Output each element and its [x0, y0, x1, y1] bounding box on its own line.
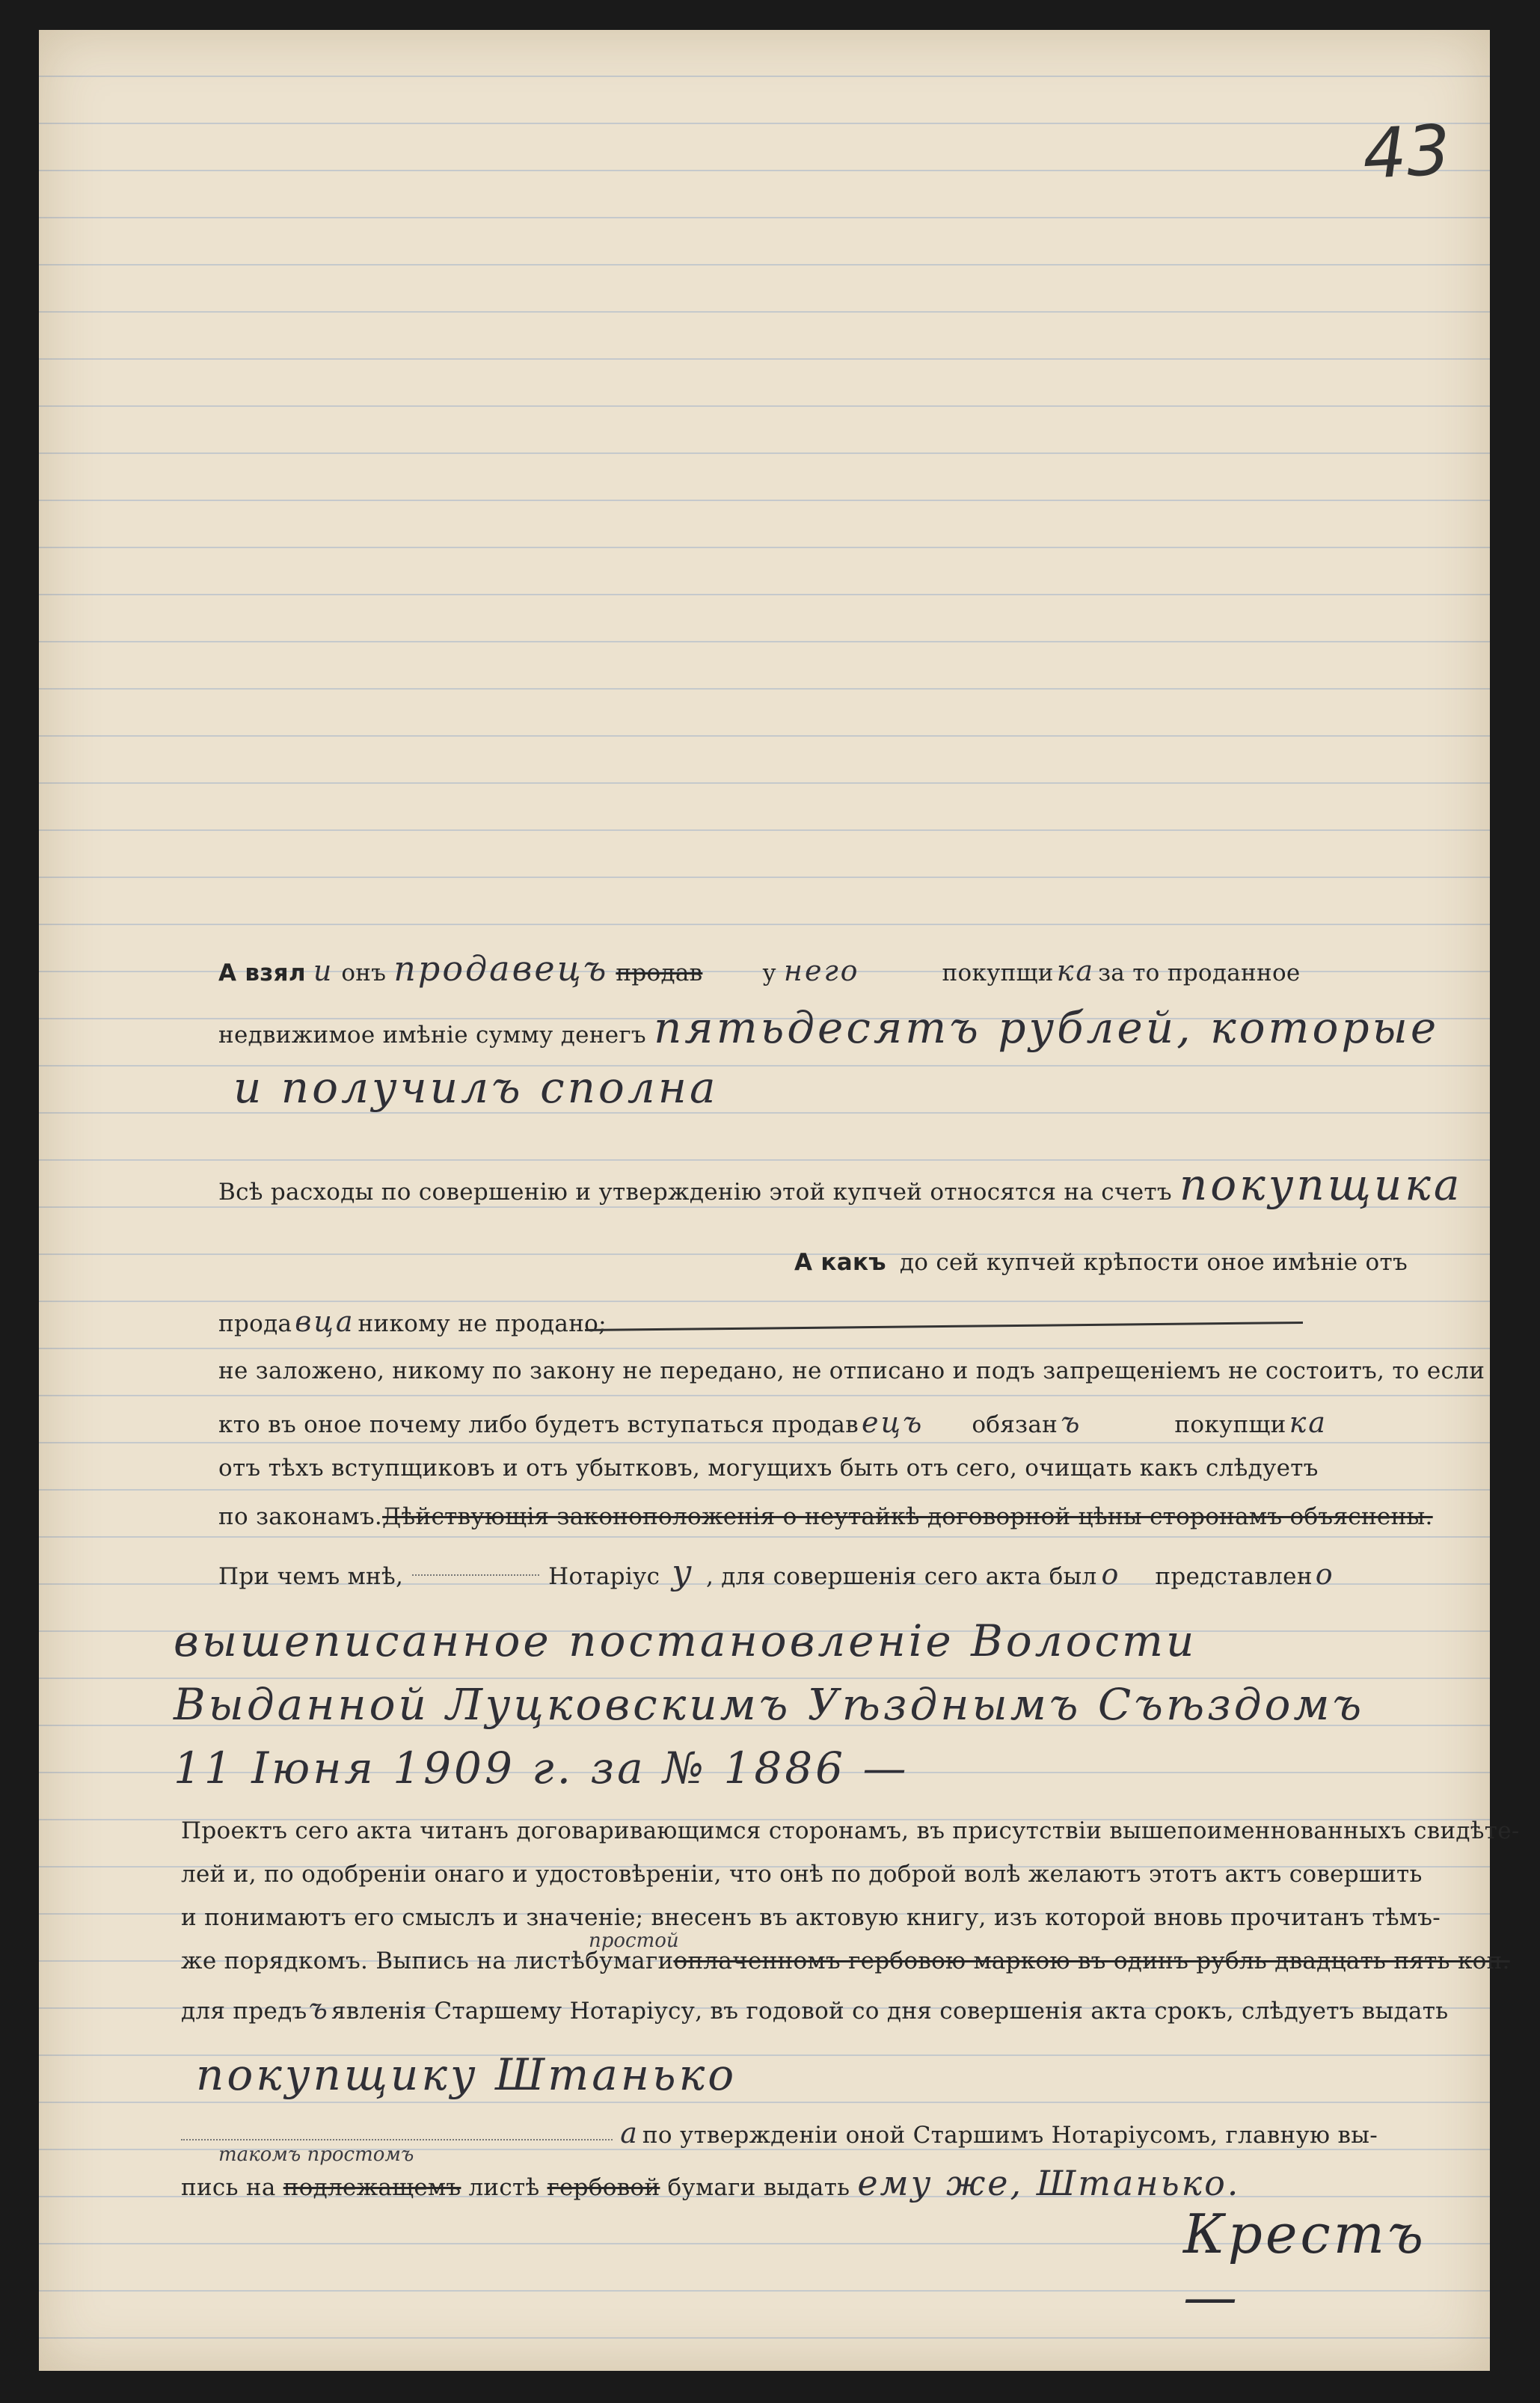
printed-text: Нотаріус — [548, 1563, 660, 1590]
signature-cross: Крестъ — — [1183, 2203, 1427, 2328]
handwritten-document-name: вышеписанное постановленіе Волости — [174, 1615, 1197, 1666]
text-line-10 — [218, 1503, 1433, 1548]
text-line-20 — [188, 2049, 1385, 2100]
printed-text: явленія Старшему Нотаріусу, въ годовой со дня совершенія акта срокъ, слѣдуетъ выдать — [331, 1998, 1449, 2025]
printed-text: никому не продано; — [358, 1310, 607, 1337]
handwritten-issuer: Выданной Луцковскимъ Уѣзднымъ Съѣздомъ — [174, 1679, 1365, 1730]
handwritten-insert: о — [1101, 1558, 1121, 1591]
printed-text: онъ — [341, 960, 387, 986]
handwritten-insert: о — [1315, 1558, 1335, 1591]
page-number: 43 — [1360, 110, 1452, 194]
handwritten-recipient-final: ему же, Штанько. — [857, 2163, 1241, 2203]
printed-text: же порядкомъ. Выпись на листѣ — [181, 1948, 586, 1974]
printed-text: Проектъ сего акта читанъ договаривающимся сторонамъ, въ присутствіи вышепоименнованныхъ свидѣте- — [181, 1817, 1520, 1844]
handwritten-insert: ъ — [308, 1992, 330, 2025]
handwritten-buyer: покупщика — [1179, 1159, 1463, 1210]
handwritten-insert: него — [783, 954, 860, 987]
printed-text: за то проданное — [1098, 960, 1301, 986]
text-line-11 — [218, 1552, 1415, 1597]
printed-text: Всѣ расходы по совершенію и утвержденію этой купчей относятся на счетъ — [218, 1179, 1172, 1206]
handwritten-recipient: покупщику Штанько — [196, 2049, 737, 2100]
printed-text: , для совершенія сего акта был — [705, 1563, 1097, 1590]
struck-text: подлежащемъ — [283, 2174, 461, 2201]
handwritten-received: и получилъ сполна — [233, 1062, 719, 1113]
printed-text: не заложено, никому по закону не передано, не отписано и подъ запрещеніемъ не состоитъ, то если — [218, 1357, 1485, 1384]
printed-text: листѣ — [468, 2174, 540, 2201]
text-line-14 — [166, 1743, 1363, 1793]
handwritten-insert: а — [620, 2117, 639, 2149]
printed-text: покупщи — [942, 960, 1054, 986]
clause-start: А взял — [218, 960, 306, 986]
handwritten-insert: ка — [1289, 1406, 1328, 1439]
printed-text: по утвержденіи оной Старшимъ Нотаріусомъ, главную вы- — [642, 2122, 1378, 2149]
text-line-22 — [181, 2163, 1378, 2208]
printed-text: покупщи — [1174, 1411, 1286, 1438]
handwritten-insert: и — [313, 954, 334, 987]
struck-text: оплаченномъ гербовою маркою въ одинъ рубль двадцать пять коп. — [673, 1948, 1510, 1974]
printed-text: до сей купчей крѣпости оное имѣніе отъ — [899, 1249, 1408, 1276]
handwritten-date: 11 Іюня 1909 г. за № 1886 — — [174, 1743, 909, 1793]
clause-start: А какъ — [794, 1249, 886, 1276]
handwritten-seller: продавецъ — [393, 948, 609, 989]
text-line-18 — [181, 1948, 1510, 1992]
text-line-5 — [794, 1249, 1415, 1294]
struck-text: Дѣйствующія законоположенія о неутайкѣ договорной цѣны сторонамъ объяснены. — [382, 1503, 1433, 1530]
printed-text: и понимаютъ его смыслъ и значеніе; внесенъ въ актовую книгу, изъ которой вновь прочитанъ тѣмъ- — [181, 1904, 1441, 1931]
printed-text: представлен — [1155, 1563, 1313, 1590]
handwritten-insert: ъ — [1061, 1406, 1082, 1439]
struck-text: гербовой — [547, 2174, 660, 2201]
document-sheet — [39, 30, 1520, 2371]
printed-text: прода — [218, 1310, 292, 1337]
superscript-insert: простой — [589, 1930, 679, 1952]
text-line-16 — [181, 1861, 1423, 1906]
text-line-15 — [181, 1817, 1520, 1862]
text-line-3 — [226, 1062, 1423, 1113]
printed-text: у — [762, 960, 776, 986]
text-line-1 — [218, 948, 1415, 993]
printed-text: бумаги — [585, 1948, 674, 1974]
struck-text: продав — [616, 960, 703, 986]
printed-text: При чемъ мнѣ, — [218, 1563, 404, 1590]
text-line-7 — [218, 1357, 1485, 1402]
printed-text: недвижимое имѣніе сумму денегъ — [218, 1022, 646, 1049]
printed-text: обязан — [972, 1411, 1058, 1438]
text-line-12 — [166, 1615, 1363, 1666]
printed-text: отъ тѣхъ вступщиковъ и отъ убытковъ, могущихъ быть отъ сего, очищать какъ слѣдуетъ — [218, 1455, 1319, 1482]
handwritten-insert: у — [672, 1552, 694, 1592]
handwritten-insert: ецъ — [861, 1406, 924, 1439]
text-line-19 — [181, 1992, 1449, 2037]
handwritten-insert: вца — [295, 1305, 355, 1338]
handwritten-insert: ка — [1056, 954, 1096, 987]
text-line-13 — [166, 1679, 1365, 1730]
text-line-9 — [218, 1455, 1415, 1500]
printed-text: кто въ оное почему либо будетъ вступаться продав — [218, 1411, 859, 1438]
printed-text: лей и, по одобреніи онаго и удостовѣреніи, что онѣ по доброй волѣ желаютъ этотъ актъ совершить — [181, 1861, 1423, 1888]
printed-text: бумаги выдать — [667, 2174, 850, 2201]
text-line-8 — [218, 1406, 1415, 1451]
text-line-4 — [218, 1159, 1463, 1210]
handwritten-amount: пятьдесятъ рублей, которые — [653, 1002, 1440, 1053]
printed-text: по законамъ. — [218, 1503, 383, 1530]
printed-text: для предъ — [181, 1998, 307, 2025]
printed-text: пись на — [181, 2174, 276, 2201]
text-line-2 — [218, 1002, 1440, 1053]
superscript-insert: такомъ простомъ — [218, 2143, 414, 2166]
text-line-17 — [181, 1904, 1441, 1949]
